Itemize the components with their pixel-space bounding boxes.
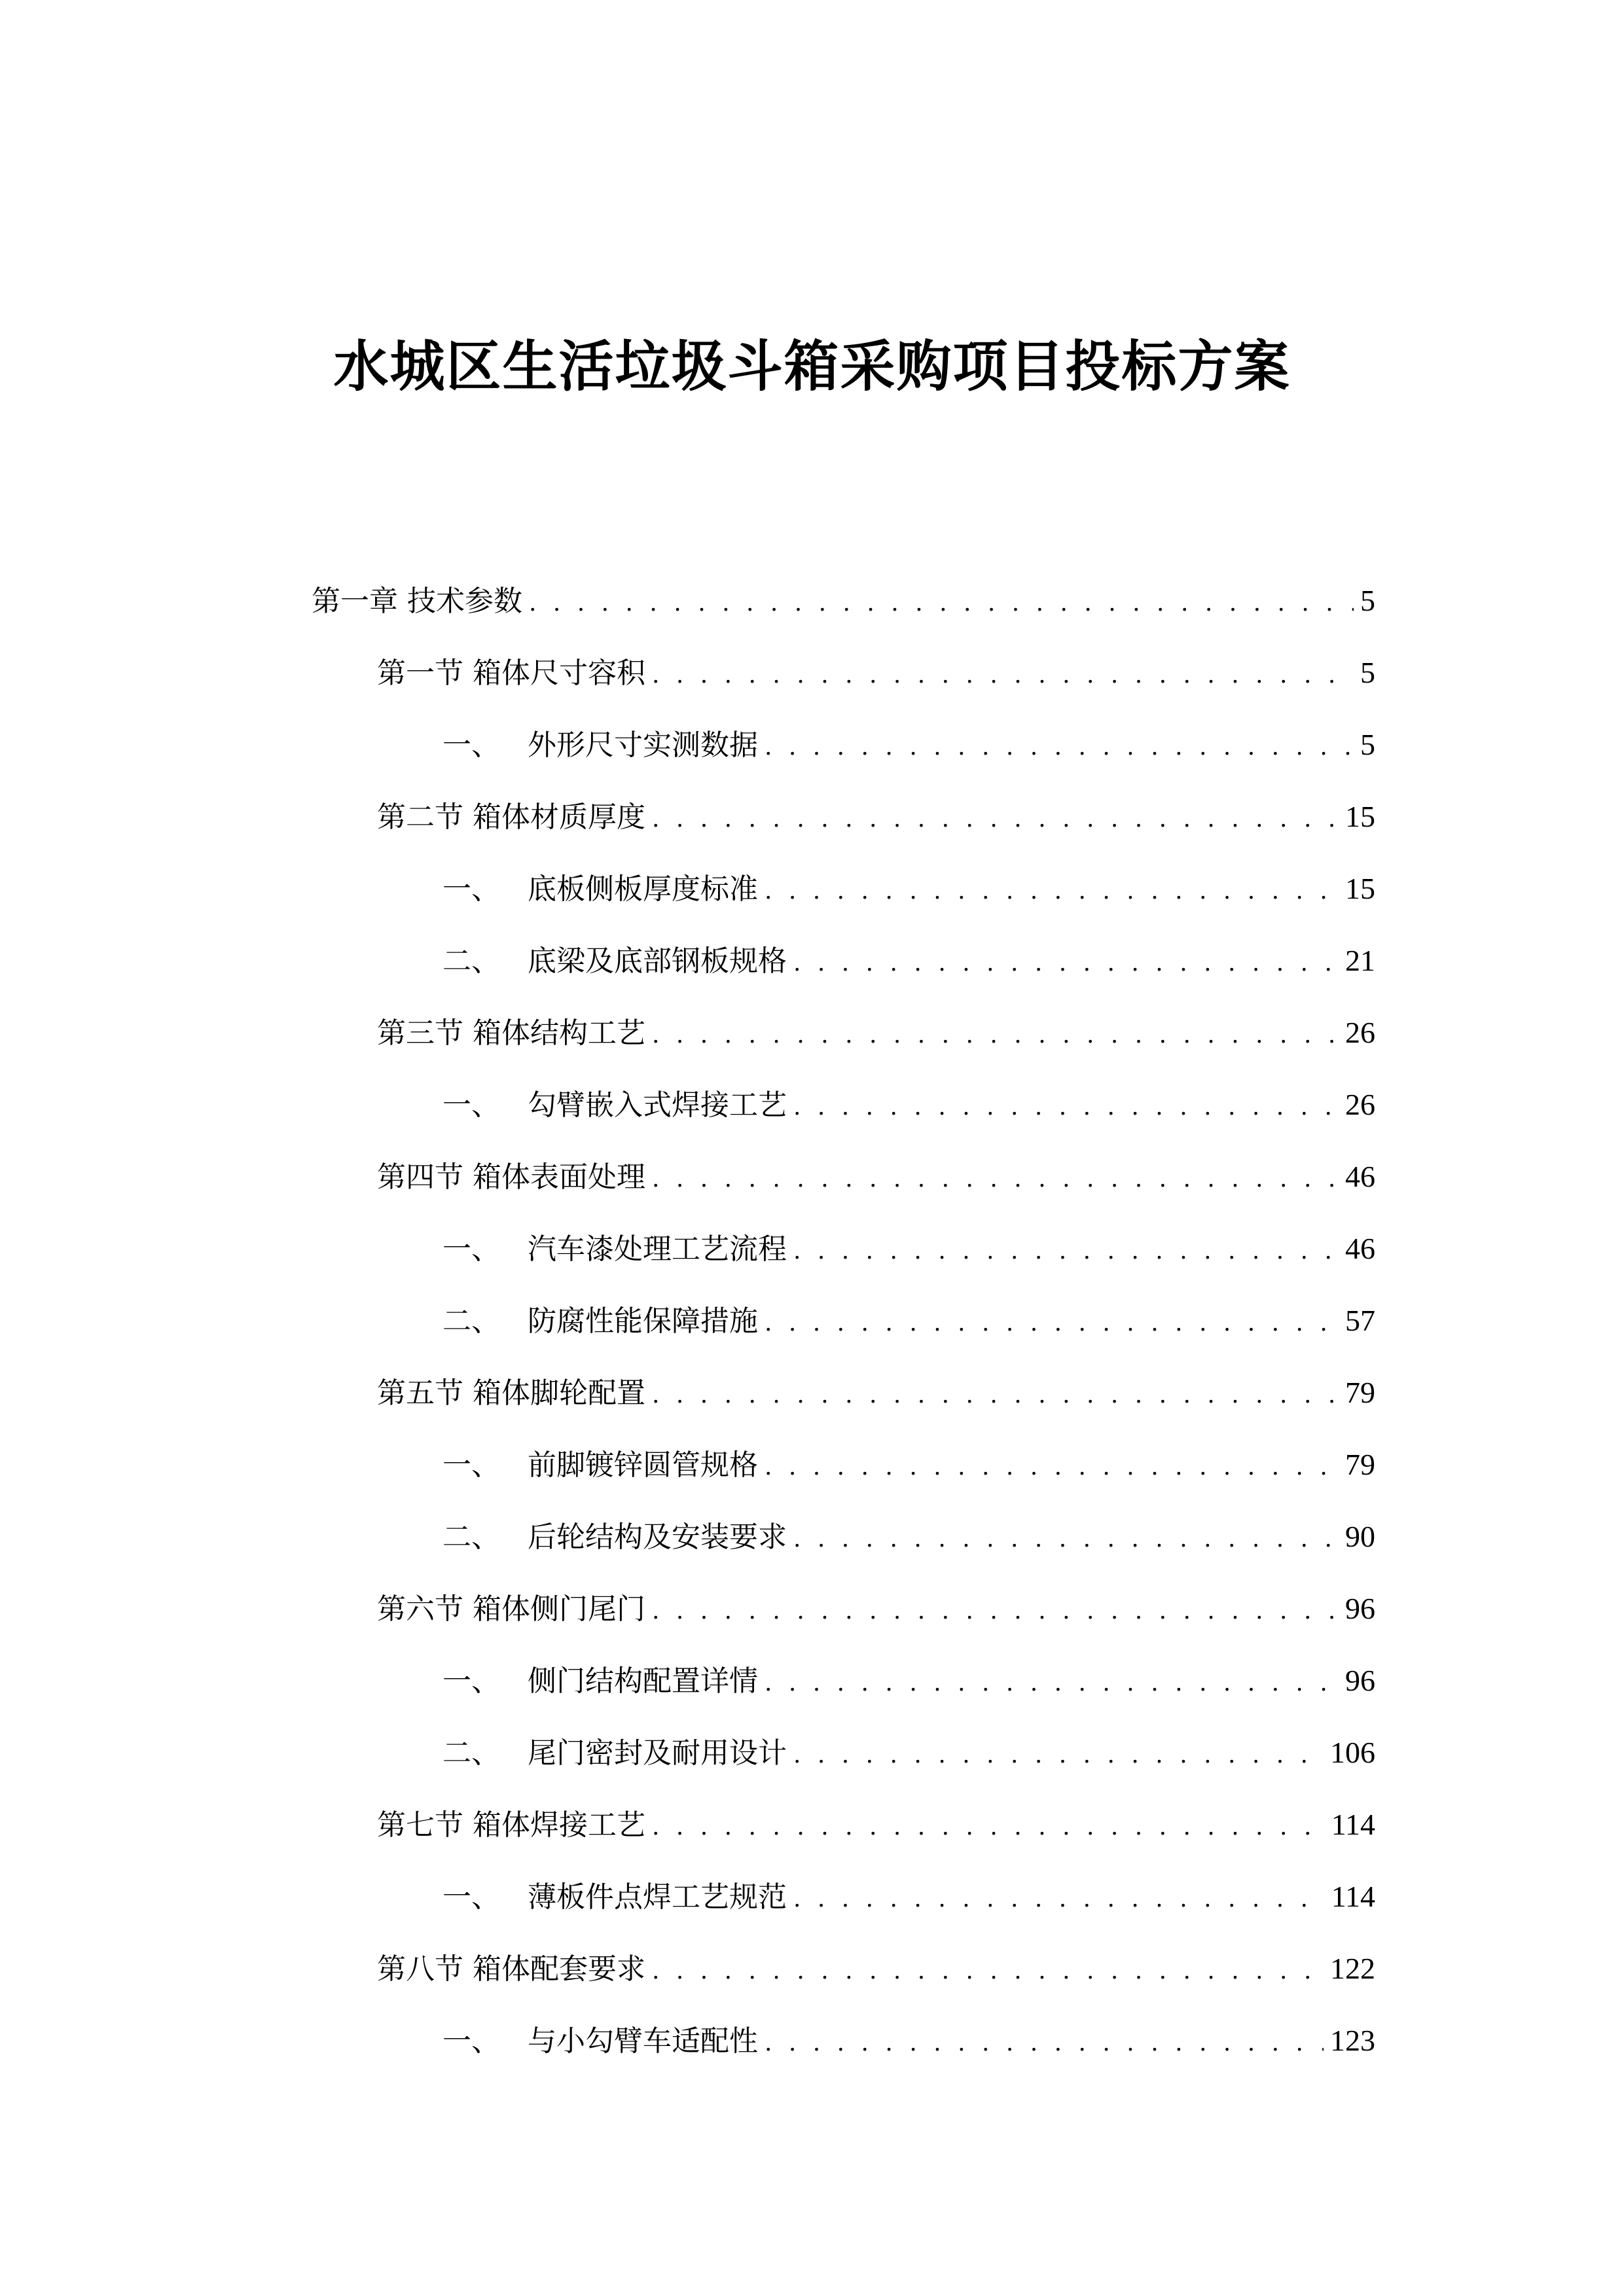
toc-entry-label: 箱体脚轮配置: [473, 1376, 645, 1410]
toc-entry[interactable]: [442, 1445, 1375, 1484]
toc-entry-number: 第四节: [377, 1160, 473, 1194]
toc-entry-page: 90: [1345, 1520, 1375, 1553]
dot-leader: [765, 728, 1354, 767]
toc-entry-page: 123: [1330, 2024, 1375, 2057]
dot-leader: [793, 1232, 1339, 1271]
toc-entry-number: 一、: [442, 1088, 500, 1122]
toc-entry[interactable]: [442, 869, 1375, 908]
toc-entry-page: 26: [1345, 1088, 1375, 1121]
toc-entry-label: 箱体尺寸容积: [473, 656, 645, 690]
toc-entry-number: 二、: [442, 1520, 500, 1554]
toc-entry-label: 底梁及底部钢板规格: [528, 944, 787, 978]
toc-entry[interactable]: [442, 2021, 1375, 2060]
toc-entry-page: 57: [1345, 1304, 1375, 1337]
dot-leader: [793, 944, 1339, 983]
toc-entry-label: 箱体焊接工艺: [473, 1808, 645, 1842]
dot-leader: [765, 872, 1339, 911]
dot-leader: [529, 584, 1354, 623]
toc-entry-label: 前脚镀锌圆管规格: [528, 1448, 758, 1482]
dot-leader: [765, 2024, 1324, 2063]
toc-entry-label: 底板侧板厚度标准: [528, 872, 758, 906]
toc-entry-page: 15: [1345, 872, 1375, 905]
toc-entry-label: 防腐性能保障措施: [528, 1304, 758, 1338]
toc-entry[interactable]: [312, 581, 1375, 620]
dot-leader: [765, 1448, 1339, 1487]
document-title: 水城区生活垃圾斗箱采购项目投标方案: [333, 334, 1291, 399]
toc-entry-number: 第一节: [377, 656, 473, 690]
toc-entry-page: 46: [1345, 1160, 1375, 1193]
toc-entry-page: 106: [1330, 1736, 1375, 1769]
toc-entry-number: 一、: [442, 1448, 500, 1482]
toc-entry-number: 第三节: [377, 1016, 473, 1050]
toc-entry[interactable]: [442, 1877, 1375, 1916]
toc-entry-page: 122: [1330, 1952, 1375, 1985]
toc-entry-number: 一、: [442, 1880, 500, 1914]
toc-entry-number: 一、: [442, 728, 500, 762]
dot-leader: [652, 1016, 1339, 1055]
dot-leader: [793, 1736, 1324, 1775]
toc-entry[interactable]: [377, 653, 1375, 692]
toc-entry-number: 一、: [442, 1664, 500, 1698]
dot-leader: [765, 1304, 1339, 1343]
toc-entry-page: 26: [1345, 1016, 1375, 1049]
toc-entry-page: 114: [1331, 1880, 1375, 1913]
dot-leader: [652, 1376, 1339, 1415]
toc-entry-page: 79: [1345, 1448, 1375, 1481]
toc-entry[interactable]: [442, 725, 1375, 764]
toc-entry-page: 79: [1345, 1376, 1375, 1409]
toc-entry[interactable]: [442, 1661, 1375, 1700]
toc-entry-label: 箱体侧门尾门: [473, 1592, 645, 1626]
toc-entry-label: 侧门结构配置详情: [528, 1664, 758, 1698]
toc-entry-number: 二、: [442, 944, 500, 978]
toc-entry-label: 箱体材质厚度: [473, 800, 645, 834]
toc-entry-number: 第五节: [377, 1376, 473, 1410]
toc-entry-label: 尾门密封及耐用设计: [528, 1736, 787, 1770]
toc-entry[interactable]: [442, 1085, 1375, 1124]
toc-entry-number: 一、: [442, 2024, 500, 2058]
toc-entry-number: 第六节: [377, 1592, 473, 1626]
toc-entry[interactable]: [442, 941, 1375, 980]
toc-entry-label: 箱体配套要求: [473, 1952, 645, 1986]
toc-entry-page: 96: [1345, 1664, 1375, 1697]
toc-entry[interactable]: [377, 1157, 1375, 1196]
toc-entry-number: 第七节: [377, 1808, 473, 1842]
dot-leader: [793, 1088, 1339, 1127]
toc-entry[interactable]: [442, 1733, 1375, 1772]
toc-entry-page: 114: [1331, 1808, 1375, 1841]
toc-entry-label: 与小勾臂车适配性: [528, 2024, 758, 2058]
toc-entry[interactable]: [377, 797, 1375, 836]
toc-entry[interactable]: [377, 1589, 1375, 1628]
toc-entry-number: 二、: [442, 1304, 500, 1338]
dot-leader: [652, 1952, 1324, 1991]
toc-entry-label: 箱体表面处理: [473, 1160, 645, 1194]
dot-leader: [765, 1664, 1339, 1703]
toc-entry[interactable]: [377, 1805, 1375, 1844]
dot-leader: [652, 800, 1339, 839]
toc-entry-label: 汽车漆处理工艺流程: [528, 1232, 787, 1266]
toc-entry-page: 5: [1360, 656, 1375, 689]
dot-leader: [652, 1160, 1339, 1199]
toc-entry-label: 外形尺寸实测数据: [528, 728, 758, 762]
dot-leader: [652, 1592, 1339, 1631]
toc-entry-label: 勾臂嵌入式焊接工艺: [528, 1088, 787, 1122]
dot-leader: [793, 1880, 1325, 1919]
toc-entry-label: 薄板件点焊工艺规范: [528, 1880, 787, 1914]
toc-entry-number: 第二节: [377, 800, 473, 834]
toc-entry[interactable]: [377, 1949, 1375, 1988]
toc-entry-label: 箱体结构工艺: [473, 1016, 645, 1050]
toc-entry-page: 15: [1345, 800, 1375, 833]
toc-entry[interactable]: [442, 1229, 1375, 1268]
dot-leader: [652, 1808, 1325, 1847]
toc-entry-number: 一、: [442, 872, 500, 906]
toc-entry-label: 技术参数: [407, 584, 522, 618]
toc-entry-page: 5: [1360, 584, 1375, 617]
toc-entry-page: 46: [1345, 1232, 1375, 1265]
toc-entry[interactable]: [442, 1517, 1375, 1556]
toc-entry-page: 96: [1345, 1592, 1375, 1625]
dot-leader: [652, 656, 1354, 695]
toc-entry-page: 21: [1345, 944, 1375, 977]
toc-entry[interactable]: [377, 1013, 1375, 1052]
toc-entry-number: 一、: [442, 1232, 500, 1266]
toc-entry[interactable]: [377, 1373, 1375, 1412]
dot-leader: [793, 1520, 1339, 1559]
toc-entry-number: 第一章: [312, 584, 407, 618]
toc-entry-page: 5: [1360, 728, 1375, 761]
toc-entry[interactable]: [442, 1301, 1375, 1340]
toc-entry-number: 第八节: [377, 1952, 473, 1986]
toc-entry-number: 二、: [442, 1736, 500, 1770]
toc-entry-label: 后轮结构及安装要求: [528, 1520, 787, 1554]
